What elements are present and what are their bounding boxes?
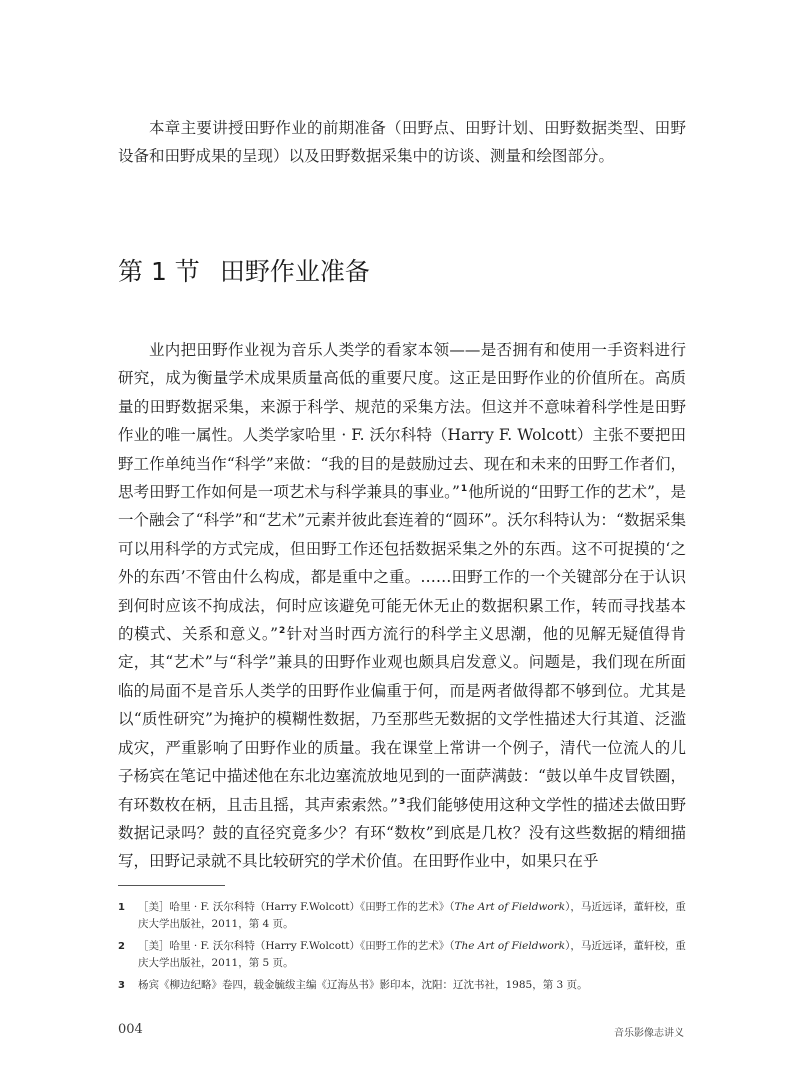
section-number: 第 1 节 <box>118 257 200 286</box>
footnote-ref-1[interactable]: 1 <box>460 484 468 495</box>
footnote-text: ），马近远译，董轩校，重庆大学出版社，2011，第 4 页。 <box>138 901 686 930</box>
footnote-text: 杨宾《柳边纪略》卷四，载金毓绂主编《辽海丛书》影印本，沈阳：辽沈书社，1985，第 3 页。 <box>138 979 588 991</box>
footnote-2 <box>118 938 686 972</box>
body-segment: 我们能够使用这种文学性的描述去做田野数据记录吗？鼓的直径究竟多少？有环“数枚”到底是几枚？没有这些数据的精细描写，田野记录就不具比较研究的学术价值。在田野作业中，如果只在乎 <box>118 795 686 871</box>
body-segment: 针对当时西方流行的科学主义思潮，他的见解无疑值得肯定，其“艺术”与“科学”兼具的田野作业观也颇具启发意义。问题是，我们现在所面临的局面不是音乐人类学的田野作业偏重于何，而是两者做得都不够到位。尤其是以“质性研究”为掩护的模糊性数据，乃至那些无数据的文学性描述大行其道、泛滥成灾，严重影响了田野作业的质量。我在课堂上常讲一个例子，清代一位流人的儿子杨宾在笔记中描述他在东北边塞流放地见到的一面萨满鼓：“鼓以单牛皮冒铁圈，有环数枚在柄，且击且摇，其声索索然。” <box>118 625 686 814</box>
footnote-italic-title: The Art of Fieldwork <box>454 901 566 913</box>
footnote-text: ［美］哈里 · F. 沃尔科特（Harry F.Wolcott）《田野工作的艺术》（ <box>138 940 455 952</box>
footnote-number: 1 <box>118 902 125 913</box>
footnotes <box>118 899 686 999</box>
footnote-ref-2[interactable]: 2 <box>279 626 286 637</box>
footnote-ref-3[interactable]: 3 <box>398 796 406 807</box>
footnote-1 <box>118 899 686 933</box>
section-heading <box>118 252 370 288</box>
footnote-text: ），马近远译，董轩校，重庆大学出版社，2011，第 5 页。 <box>138 940 686 969</box>
footnote-number: 2 <box>118 941 125 952</box>
body-segment: 业内把田野作业视为音乐人类学的看家本领——是否拥有和使用一手资料进行研究，成为衡量学术成果质量高低的重要尺度。这正是田野作业的价值所在。高质量的田野数据采集，来源于科学、规范的采集方法。但这并不意味着科学性是田野作业的唯一属性。人类学家哈里 · F. 沃尔科特（Harry F. Wolcott）主张不要把田野工作单纯当作“科学”来做：“我的目的是鼓励过去、现在和未来的田野工作者们，思考田野工作如何是一项艺术与科学兼具的事业。” <box>118 341 686 502</box>
body-paragraph <box>118 336 686 876</box>
running-title: 音乐影像志讲义 <box>614 1028 684 1039</box>
footnote-number: 3 <box>118 980 125 991</box>
section-title: 田野作业准备 <box>219 257 370 286</box>
footnote-separator <box>118 885 225 886</box>
footnote-3 <box>118 977 686 994</box>
page-number: 004 <box>118 1022 143 1037</box>
footnote-italic-title: The Art of Fieldwork <box>454 940 566 952</box>
body-segment: 他所说的“田野工作的艺术”，是一个融会了“科学”和“艺术”元素并彼此套连着的“圆环”。沃尔科特认为：“数据采集可以用科学的方式完成，但田野工作还包括数据采集之外的东西。这不可捉摸的‘之外的东西’不管由什么构成，都是重中之重。……田野工作的一个关键部分在于认识到何时应该不拘成法，何时应该避免可能无休无止的数据积累工作，转而寻找基本的模式、关系和意义。” <box>118 483 686 644</box>
intro-paragraph: 本章主要讲授田野作业的前期准备（田野点、田野计划、田野数据类型、田野设备和田野成果的呈现）以及田野数据采集中的访谈、测量和绘图部分。 <box>118 119 686 165</box>
footnote-text: ［美］哈里 · F. 沃尔科特（Harry F.Wolcott）《田野工作的艺术》（ <box>138 901 455 913</box>
